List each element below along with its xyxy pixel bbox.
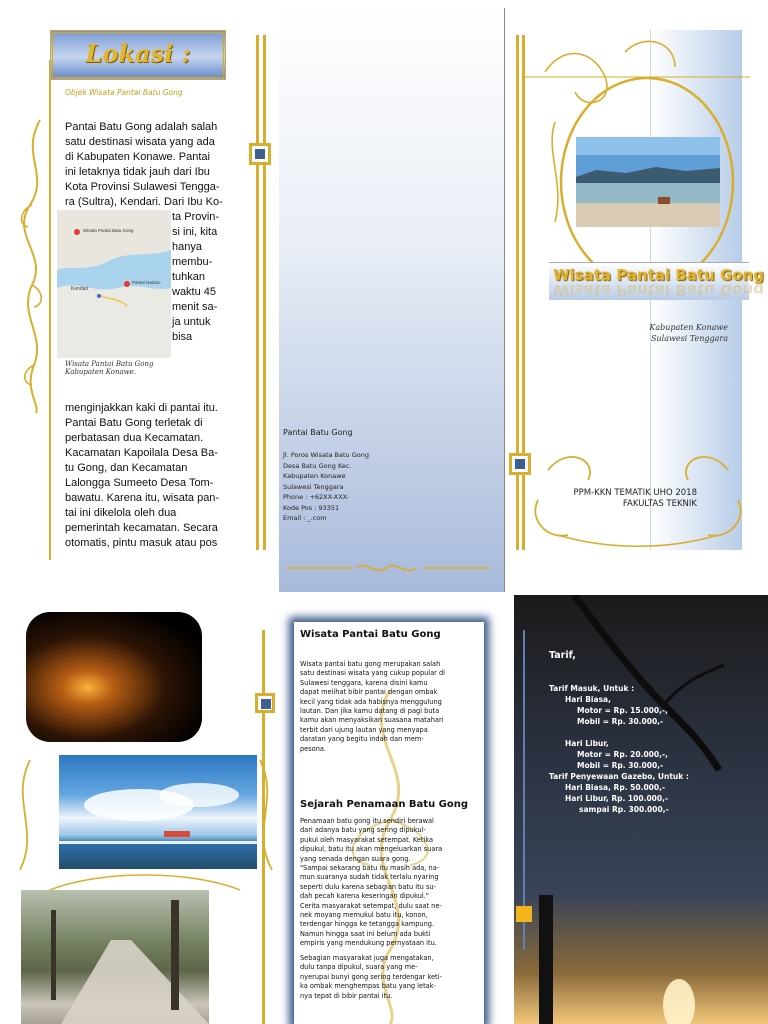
lokasi-heading: Lokasi : <box>85 39 191 68</box>
text-line: nek moyang memukul batu itu, konon, <box>300 911 428 920</box>
text-line: Penamaan batu gong itu sendiri berawal <box>300 817 434 825</box>
yellow-square-ornament <box>516 906 532 922</box>
text-line: Kacamatan Kapoilala Desa Ba- <box>65 447 218 459</box>
text-line: ta Provin- <box>172 211 220 223</box>
text-line: pesona. <box>300 744 327 753</box>
article-heading-2: Sejarah Penamaan Batu Gong <box>300 799 469 810</box>
gold-square-ornament <box>249 143 271 165</box>
lokasi-para-bottom <box>65 401 235 551</box>
text-line: satu destinasi wisata yang cukup popular di <box>300 669 446 678</box>
text-line: dapat melihat bibir pantai dengan ombak <box>300 688 438 697</box>
text-line: terbit dari ujung lautan yang menyapa <box>300 725 428 734</box>
text-line: menit sa- <box>172 301 218 313</box>
blue-accent-line <box>523 630 525 950</box>
contact-details <box>283 450 369 524</box>
text-line: bisa <box>172 331 193 343</box>
text-line: Kota Provinsi Sulawesi Tengga- <box>65 181 220 193</box>
map-caption: Wisata Pantai Batu Gong Kabupaten Konawe. <box>65 360 154 376</box>
text-line: kamu akan menyaksikan suasana matahari <box>300 716 444 725</box>
tarif-line: Mobil = Rp. 30.000,- <box>577 761 664 770</box>
text-line: Wisata pantai batu gong merupakan salah <box>300 660 441 668</box>
tarif-title: Tarif, <box>549 650 576 661</box>
text-line: dulu tanpa dipukul, suara yang me- <box>300 963 418 972</box>
text-line: Pantai Batu Gong adalah salah <box>65 121 218 133</box>
text-line: terdengar hingga ke tetangga kampung. <box>300 920 435 929</box>
tarif-line: Mobil = Rp. 30.000,- <box>577 717 664 726</box>
beach-photo <box>576 137 720 227</box>
text-line: Sulawesi tenggara, karena disini kamu <box>300 678 428 687</box>
gold-divider-line <box>256 35 259 550</box>
text-line: dipukul, batu itu akan mengeluarkan suara <box>300 845 443 854</box>
cover-org: PPM-KKN TEMATIK UHO 2018 FAKULTAS TEKNIK <box>573 488 697 509</box>
text-line: ja untuk <box>172 316 211 328</box>
cover-location: Kabupaten Konawe Sulawesi Tenggara <box>649 323 728 343</box>
tarif-line: Motor = Rp. 20.000,-, <box>577 750 668 759</box>
tarif-line: Tarif Masuk, Untuk : <box>549 684 635 693</box>
tarif-line: Hari Libur, Rp. 100.000,- <box>565 794 669 803</box>
text-line: Pantai Batu Gong terletak di <box>65 417 203 429</box>
lokasi-subtitle: Objek Wisata Pantai Batu Gong <box>65 88 183 97</box>
text-line: tai ini dikelola oleh dua <box>65 507 177 519</box>
text-line: tuhkan <box>172 271 206 283</box>
text-line: dari adanya batu yang sering dipukul- <box>300 826 426 835</box>
text-line: yang senada dengan suara gong. <box>300 854 411 863</box>
text-line: hanya <box>172 241 202 253</box>
text-line: Sebagian masyarakat juga mengatakan, <box>300 954 434 962</box>
text-line: otomatis, pintu masuk atau pos <box>65 537 218 549</box>
article-para-3 <box>300 864 482 949</box>
text-line: Lalongga Sumeeto Desa Tom- <box>65 477 214 489</box>
text-line: perbatasan dua Kecamatan. <box>65 432 204 444</box>
article-heading: Wisata Pantai Batu Gong <box>300 629 441 640</box>
contact-line: Sulawesi Tenggara <box>283 482 344 491</box>
beach-photo-graphic <box>576 137 720 227</box>
tarif-line: Hari Biasa, <box>565 695 611 704</box>
text-line: tu Gong, dan Kecamatan <box>65 462 188 474</box>
text-line: mun suaranya sudah tidak terlalu nyaring <box>300 873 439 882</box>
gold-flourish-left <box>10 115 54 415</box>
contact-email: Email : _.com <box>283 514 327 522</box>
text-line: nya tepat di bibir pantai itu. <box>300 991 393 1000</box>
text-line: ra (Sultra), Kendari. Dari Ibu Ko- <box>65 196 223 208</box>
text-line: satu destinasi wisata yang ada <box>65 136 215 148</box>
text-line: ini letaknya tidak jauh dari Ibu <box>65 166 210 178</box>
sky-sea-photo <box>59 755 257 869</box>
map-label: Kendari <box>71 286 89 292</box>
contact-line: Desa Batu Gong Kec. <box>283 461 352 470</box>
cover-title-reflection: Wisata Pantai Batu Gong <box>553 281 764 299</box>
tarif-list <box>549 683 759 815</box>
text-line: waktu 45 <box>172 286 217 298</box>
location-map <box>57 210 171 358</box>
text-line: ka ombak menghempas batu yang letak- <box>300 982 436 991</box>
text-line: di Kabupaten Konawe. Pantai <box>65 151 210 163</box>
text-line: Cerita masyarakat setempat, dulu saat ne- <box>300 901 442 910</box>
text-line: "Sampai sekarang batu itu masih ada, na- <box>300 864 440 872</box>
text-line: Namun hingga saat ini belum ada bukti <box>300 929 431 938</box>
sunset-photo <box>26 612 202 742</box>
text-line: pemerintah kecamatan. Secara <box>65 522 218 534</box>
lokasi-para-side <box>172 210 232 345</box>
tarif-line: Hari Biasa, Rp. 50.000,- <box>565 783 666 792</box>
article-para-1 <box>300 660 482 754</box>
lokasi-para-top <box>65 120 230 210</box>
tarif-line: Tarif Penyewaan Gazebo, Untuk : <box>549 772 689 781</box>
cover-title: Wisata Pantai Batu Gong <box>553 266 764 284</box>
tarif-line: Hari Libur, <box>565 739 609 748</box>
contact-line: Kabupaten Konawe <box>283 472 346 480</box>
shaded-path-photo <box>21 890 209 1024</box>
text-line: seperti dulu karena sebagian batu itu su- <box>300 882 436 891</box>
contact-phone: Phone : +62XX-XXX- <box>283 493 350 501</box>
text-line: menginjakkan kaki di pantai itu. <box>65 402 218 414</box>
contact-title: Pantai Batu Gong <box>283 428 353 437</box>
gold-divider-line <box>262 630 265 1024</box>
path-photo-graphic <box>21 890 209 1024</box>
text-line: empiris yang mendukung pernyataan itu. <box>300 939 437 948</box>
text-line: lautan. Dan jika kamu datang di pagi buta <box>300 707 440 716</box>
text-line: pukul oleh masyarakat setempat. Ketika <box>300 835 434 844</box>
map-label: Wisata Pantai Batu Gong <box>83 228 134 233</box>
gold-flourish-bottom <box>282 560 494 576</box>
tarif-line <box>549 727 759 738</box>
text-line: bawatu. Karena itu, wisata pan- <box>65 492 220 504</box>
text-line: membu- <box>172 256 213 268</box>
contact-postcode: Kode Pos : 93351 <box>283 503 340 512</box>
sky-photo-graphic <box>59 755 257 869</box>
gold-divider-line <box>263 35 266 550</box>
gold-left-line <box>49 60 51 560</box>
contact-line: Jl. Poros Wisata Batu Gong <box>283 451 369 459</box>
map-label: Pantai Nambo <box>132 280 161 285</box>
article-para-4 <box>300 954 482 1001</box>
article-para-2 <box>300 817 482 864</box>
tarif-line: sampai Rp. 300.000,- <box>579 805 669 814</box>
text-line: daratan yang begitu indah dan mem- <box>300 735 424 744</box>
text-line: kecil yang tidak ada habisnya menggulung <box>300 697 442 706</box>
text-line: nyerupai bunyi gong sering terdengar keti- <box>300 972 442 981</box>
gold-square-ornament <box>255 693 275 713</box>
text-line: si ini, kita <box>172 226 218 238</box>
text-line: dah pecah karena keseringan dipukul." <box>300 892 429 901</box>
tarif-line: Motor = Rp. 15.000,-, <box>577 706 668 715</box>
